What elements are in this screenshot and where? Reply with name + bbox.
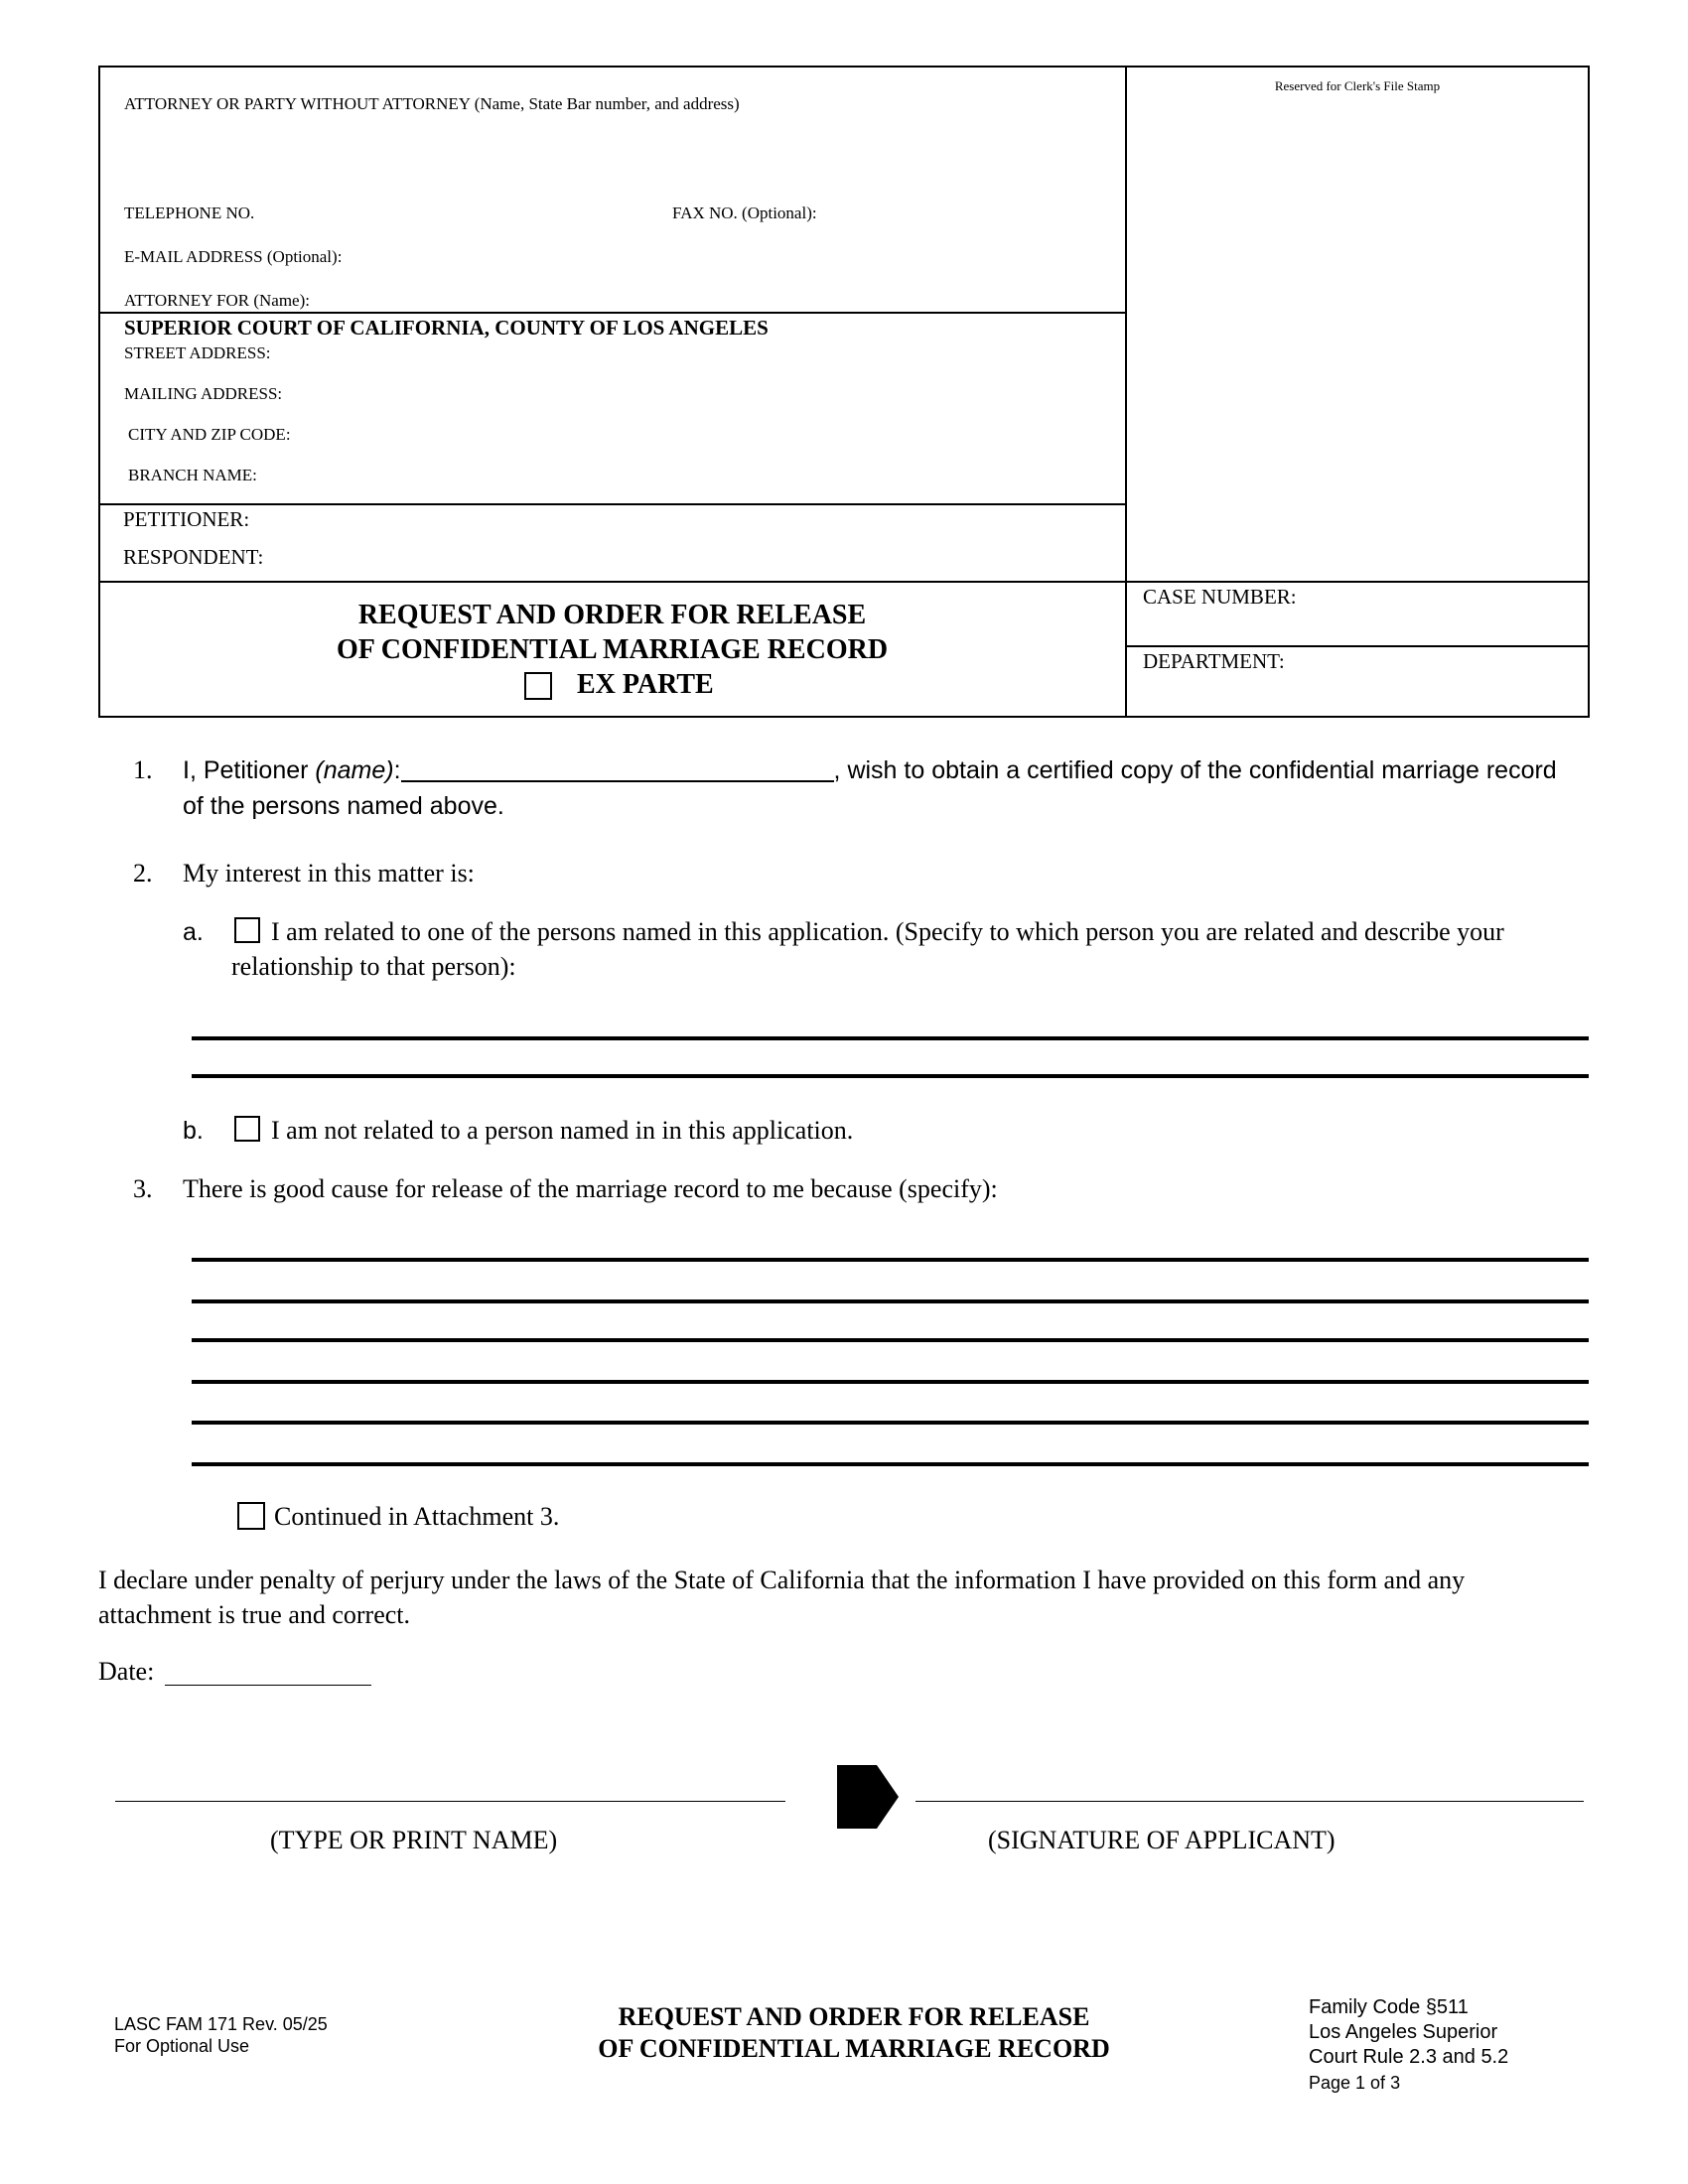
item2b-text: I am not related to a person named in in this application. bbox=[271, 1116, 854, 1145]
attorney-for-label: ATTORNEY FOR (Name): bbox=[124, 291, 310, 310]
item1-line2: of the persons named above. bbox=[183, 792, 504, 820]
continued-attachment-label: Continued in Attachment 3. bbox=[274, 1502, 560, 1531]
form-title-line2: OF CONFIDENTIAL MARRIAGE RECORD bbox=[336, 634, 889, 665]
street-address-label: STREET ADDRESS: bbox=[124, 343, 271, 362]
declaration-line2: attachment is true and correct. bbox=[98, 1600, 411, 1629]
item2a-letter: a. bbox=[183, 918, 204, 946]
court-parties-divider bbox=[98, 503, 1126, 505]
ex-parte-checkbox[interactable] bbox=[524, 672, 552, 700]
date-field[interactable] bbox=[165, 1685, 371, 1686]
attorney-name-field[interactable] bbox=[103, 117, 1116, 197]
signature-label: (SIGNATURE OF APPLICANT) bbox=[988, 1826, 1336, 1854]
branch-name-label: BRANCH NAME: bbox=[128, 466, 257, 484]
item2a-answer-line-2[interactable] bbox=[192, 1074, 1589, 1078]
item3-answer-line-2[interactable] bbox=[192, 1299, 1589, 1303]
item1-name-label: (name) bbox=[315, 756, 394, 784]
sign-here-arrow-icon bbox=[837, 1765, 899, 1829]
item2a-checkbox[interactable] bbox=[234, 917, 260, 943]
department-label: DEPARTMENT: bbox=[1143, 649, 1285, 673]
email-label: E-MAIL ADDRESS (Optional): bbox=[124, 247, 343, 266]
item3-answer-line-6[interactable] bbox=[192, 1462, 1589, 1466]
item3-answer-line-3[interactable] bbox=[192, 1338, 1589, 1342]
ex-parte-label: EX PARTE bbox=[577, 669, 714, 700]
item3-answer-line-5[interactable] bbox=[192, 1421, 1589, 1425]
continued-attachment-checkbox[interactable] bbox=[237, 1502, 265, 1530]
footer-ref-line1: Family Code §511 bbox=[1309, 1996, 1469, 2018]
item3-text: There is good cause for release of the marriage record to me because (specify): bbox=[183, 1174, 998, 1203]
item3-answer-line-4[interactable] bbox=[192, 1380, 1589, 1384]
signature-line[interactable] bbox=[915, 1801, 1584, 1802]
item2a-answer-line-1[interactable] bbox=[192, 1036, 1589, 1040]
case-number-label: CASE NUMBER: bbox=[1143, 585, 1297, 609]
item2a-line2: relationship to that person): bbox=[231, 952, 516, 981]
item3-answer-line-1[interactable] bbox=[192, 1258, 1589, 1262]
city-zip-label: CITY AND ZIP CODE: bbox=[128, 425, 291, 444]
footer-ref-line2: Los Angeles Superior bbox=[1309, 2021, 1498, 2043]
item1-number: 1. bbox=[133, 755, 153, 784]
item1-colon: : bbox=[393, 756, 401, 784]
item1-prefix: I, Petitioner bbox=[183, 756, 316, 784]
petitioner-label: PETITIONER: bbox=[123, 507, 250, 531]
print-name-label: (TYPE OR PRINT NAME) bbox=[270, 1826, 558, 1854]
declaration-line1: I declare under penalty of perjury under the laws of the State of California that the information I have provided on this form and any bbox=[98, 1566, 1466, 1594]
footer-ref-line3: Court Rule 2.3 and 5.2 bbox=[1309, 2046, 1509, 2068]
attorney-label: ATTORNEY OR PARTY WITHOUT ATTORNEY (Name, State Bar number, and address) bbox=[124, 94, 740, 113]
print-name-line[interactable] bbox=[115, 1801, 785, 1802]
mailing-address-label: MAILING ADDRESS: bbox=[124, 384, 283, 403]
attorney-court-divider bbox=[98, 312, 1126, 314]
court-name: SUPERIOR COURT OF CALIFORNIA, COUNTY OF LOS ANGELES bbox=[124, 316, 769, 340]
item2b-letter: b. bbox=[183, 1117, 204, 1145]
footer-form-number: LASC FAM 171 Rev. 05/25 bbox=[114, 2014, 328, 2034]
case-dept-divider bbox=[1125, 645, 1590, 647]
petitioner-name-field[interactable] bbox=[401, 754, 834, 782]
footer-title-line1: REQUEST AND ORDER FOR RELEASE bbox=[618, 2002, 1090, 2031]
item2-text: My interest in this matter is: bbox=[183, 859, 475, 887]
footer-title-line2: OF CONFIDENTIAL MARRIAGE RECORD bbox=[598, 2034, 1110, 2063]
footer-page-number: Page 1 of 3 bbox=[1309, 2073, 1401, 2093]
parties-title-divider bbox=[98, 581, 1590, 583]
date-label: Date: bbox=[98, 1657, 155, 1686]
item1-suffix: , wish to obtain a certified copy of the confidential marriage record bbox=[833, 756, 1557, 784]
footer-optional-use: For Optional Use bbox=[114, 2036, 250, 2056]
respondent-label: RESPONDENT: bbox=[123, 545, 264, 569]
clerk-stamp-label: Reserved for Clerk's File Stamp bbox=[1274, 78, 1441, 93]
item2b-checkbox[interactable] bbox=[234, 1116, 260, 1142]
telephone-label: TELEPHONE NO. bbox=[124, 204, 255, 222]
form-title-line1: REQUEST AND ORDER FOR RELEASE bbox=[357, 600, 867, 630]
fax-label: FAX NO. (Optional): bbox=[672, 204, 817, 222]
item1-line1 bbox=[183, 752, 1557, 788]
item2a-line1: I am related to one of the persons named in this application. (Specify to which person you are related and describe your bbox=[271, 917, 1504, 946]
item3-number: 3. bbox=[133, 1174, 153, 1203]
item2-number: 2. bbox=[133, 859, 153, 887]
